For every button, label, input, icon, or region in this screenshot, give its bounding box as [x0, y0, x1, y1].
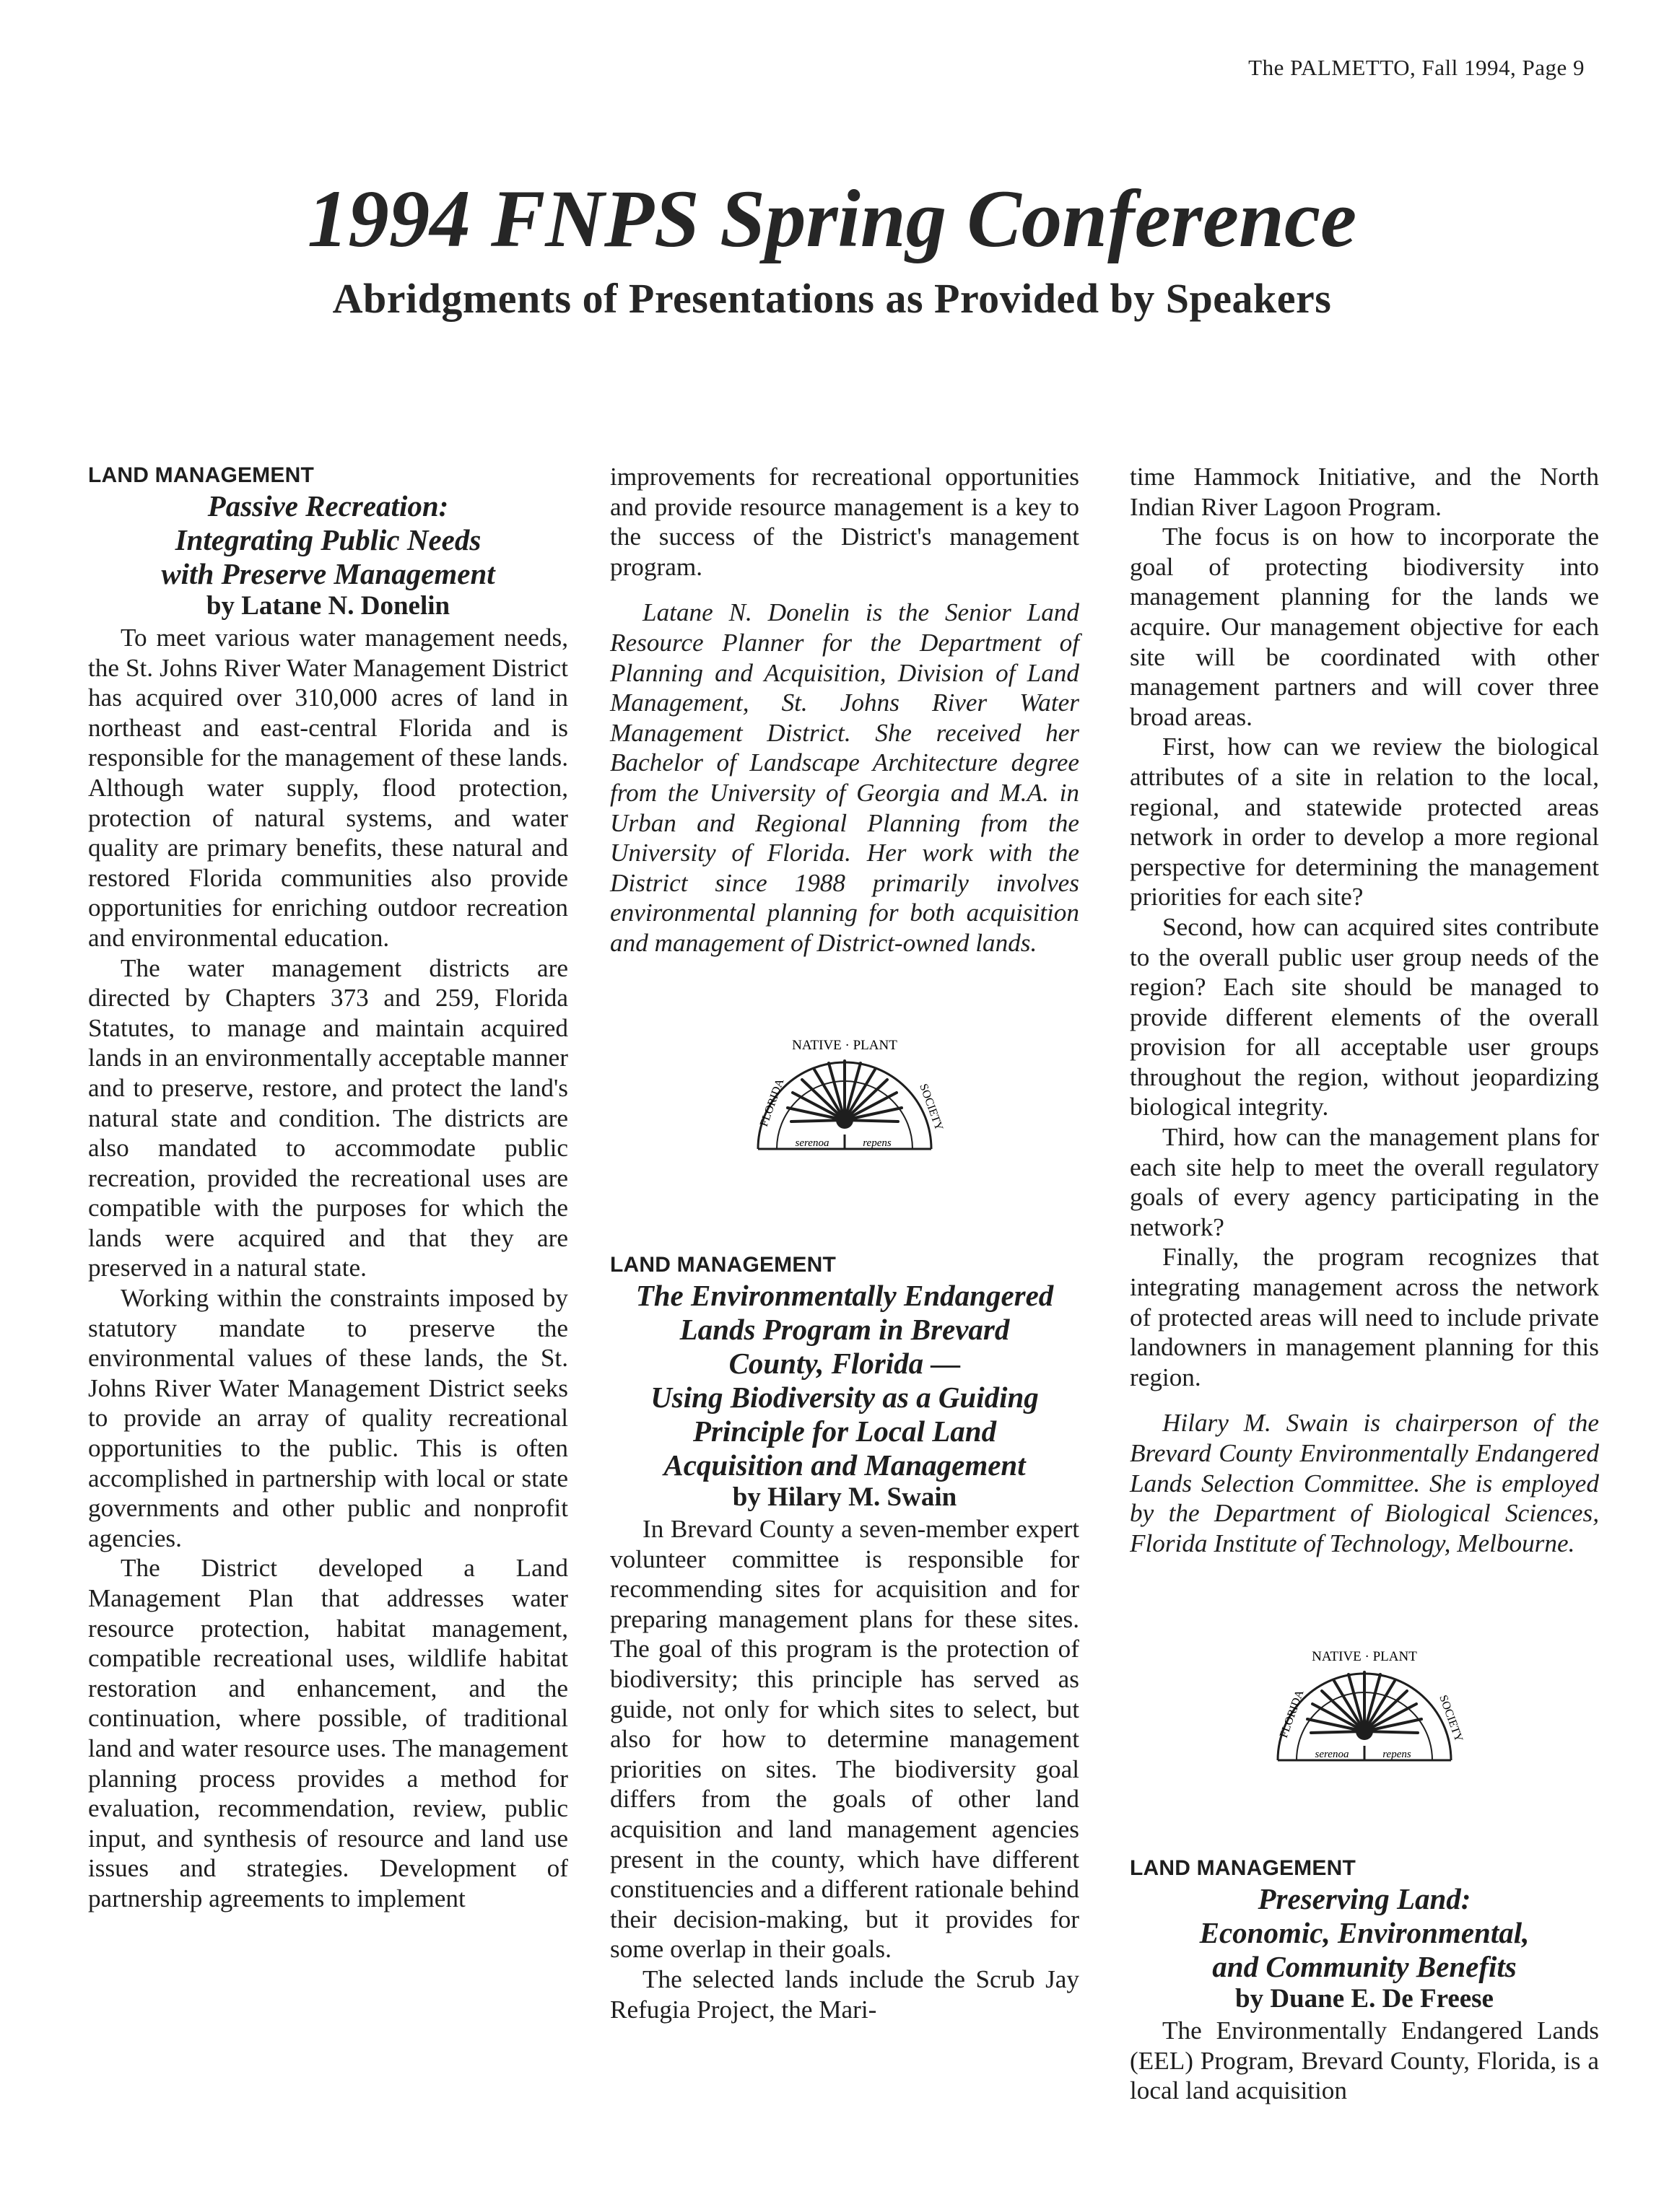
article1-paragraph: The water management districts are directed by Chapters 373 and 259, Florida Statutes, to manage and maintain acquired lands in an environmentally acceptable manner and to preserve, restore, and protect the land's natural state and condition. The districts are also mandated to accommodate public recreation, provided the recreational uses are compatible with the purposes for which the lands were acquired and that they are preserved in a natural state. — [88, 953, 568, 1282]
article2-paragraph: Second, how can acquired sites contribute to the overall public user group needs of the region? Each site should be managed to provide different elements of the overall provision for all acceptable user groups throughout the region, without jeopardizing biological integrity. — [1130, 912, 1599, 1122]
article2-section-label: LAND MANAGEMENT — [610, 1253, 836, 1277]
column-1 — [88, 462, 568, 1914]
fnps-seal-logo — [610, 1019, 1079, 1174]
seal-left-text: FLORIDA — [1277, 1688, 1307, 1740]
column-3 — [1130, 462, 1599, 2106]
seal-bottom-left: serenoa — [1315, 1749, 1349, 1761]
article1-continuation: improvements for recreational opportunities and provide resource management is a key to the success of the District's management program. — [610, 463, 1079, 581]
article2-paragraph: In Brevard County a seven-member expert volunteer committee is responsible for recommending sites for acquisition and for preparing management plans for these sites. The goal of this program is the protection of biodiversity; this principle has served as guide, not only for which sites to select, but also for how to determine management priorities on sites. The biodiversity goal differs from the goals of other land acquisition and land management agencies present in the county, which have different constituencies and a different rationale behind their decision-making, but it provides for some overlap in their goals. — [610, 1515, 1079, 1964]
article2-paragraph: The selected lands include the Scrub Jay Refugia Project, the Mari- — [610, 1965, 1079, 2024]
article2-paragraph: Finally, the program recognizes that integrating management across the network of protected areas will need to include private landowners in management planning for this region. — [1130, 1243, 1599, 1391]
page-title: 1994 FNPS Spring Conference — [307, 174, 1357, 264]
article1-paragraph: To meet various water management needs, the St. Johns River Water Management District has acquired over 310,000 acres of land in northeast and east-central Florida and is responsible for the management of these lands. Although water supply, flood protection, protection of natural systems, and water quality are primary benefits, these natural and restored Florida communities also provide opportunities for enriching outdoor recreation and environmental education. — [88, 624, 568, 952]
article1-byline: by Latane N. Donelin — [206, 591, 450, 621]
article3-byline: by Duane E. De Freese — [1235, 1983, 1494, 2014]
article2-title-line: Lands Program in Brevard — [679, 1313, 1010, 1347]
article3-paragraph: The Environmentally Endangered Lands (EEL) Program, Brevard County, Florida, is a local land acquisition — [1130, 2016, 1599, 2105]
page-subtitle: Abridgments of Presentations as Provided by Speakers — [332, 275, 1332, 322]
seal-bottom-left: serenoa — [795, 1137, 829, 1149]
seal-right-text: SOCIETY — [1437, 1693, 1465, 1744]
running-head: The PALMETTO, Fall 1994, Page 9 — [1248, 55, 1585, 80]
seal-top-text: NATIVE · PLANT — [1312, 1649, 1417, 1665]
article1-section-label: LAND MANAGEMENT — [88, 463, 314, 487]
article2-byline: by Hilary M. Swain — [732, 1482, 957, 1513]
article2-title-line: County, Florida — — [728, 1347, 961, 1381]
seal-right-text: SOCIETY — [917, 1082, 946, 1132]
seal-top-text: NATIVE · PLANT — [792, 1037, 897, 1053]
article3-title-line: and Community Benefits — [1212, 1949, 1517, 1983]
seal-bottom-right: repens — [863, 1137, 892, 1149]
article3-title-line: Preserving Land: — [1258, 1881, 1471, 1915]
seal-left-text: FLORIDA — [757, 1076, 787, 1128]
article2-title-line: Acquisition and Management — [663, 1448, 1026, 1482]
seal-bottom-right: repens — [1382, 1749, 1411, 1761]
article2-author-bio: Hilary M. Swain is chairperson of the Brevard County Environmentally Endangered Lands Selection Committee. She is employed by the Department of Biological Sciences, Florida Institute of Technology, Melbourne. — [1130, 1409, 1599, 1557]
article2-paragraph: First, how can we review the biological attributes of a site in relation to the local, regional, and statewide protected areas network in order to develop a more regional perspective for determining the management priorities for each site? — [1130, 733, 1599, 912]
article2-title-line: The Environmentally Endangered — [635, 1279, 1054, 1313]
article2-paragraph: The focus is on how to incorporate the goal of protecting biodiversity into management planning for the lands we acquire. Our management objective for each site will be coordinated with other management partners and will cover three broad areas. — [1130, 523, 1599, 731]
palm-seal-icon — [1263, 1630, 1465, 1778]
article1-paragraph: Working within the constraints imposed by statutory mandate to preserve the environmental values of these lands, the St. Johns River Water Management District seeks to provide an array of quality recreational opportunities to the public. This is often accomplished in partnership with local or state governments and other public and nonprofit agencies. — [88, 1284, 568, 1552]
article1-title-line: Passive Recreation: — [207, 489, 449, 523]
article1-title-line: with Preserve Management — [161, 557, 495, 590]
column-2 — [610, 462, 1079, 2024]
article2-continuation: time Hammock Initiative, and the North Indian River Lagoon Program. — [1130, 463, 1599, 521]
article2-title-line: Using Biodiversity as a Guiding — [650, 1381, 1039, 1415]
article1-paragraph: The District developed a Land Management Plan that addresses water resource protection, habitat management, compatible recreational uses, wildlife habitat restoration and enhancement, and the continuation, where possible, of traditional land and water resource uses. The management planning process provides a method for evaluation, recommendation, review, public input, and synthesis of resource and land use issues and strategies. Development of partnership agreements to implement — [88, 1554, 568, 1912]
palm-seal-icon — [744, 1019, 946, 1167]
article3-title-line: Economic, Environmental, — [1199, 1915, 1530, 1949]
article3-section-label: LAND MANAGEMENT — [1130, 1855, 1356, 1880]
fnps-seal-logo — [1130, 1630, 1599, 1785]
article1-title-line: Integrating Public Needs — [175, 523, 482, 556]
article2-paragraph: Third, how can the management plans for each site help to meet the overall regulatory goals of every agency participating in the network? — [1130, 1123, 1599, 1241]
article1-author-bio: Latane N. Donelin is the Senior Land Resource Planner for the Department of Planning and Acquisition, Division of Land Management, St. Johns River Water Management District. She received her Bachelor of Landscape Architecture degree from the University of Georgia and M.A. in Urban and Regional Planning from the University of Florida. Her work with the District since 1988 primarily involves environmental planning for both acquisition and management of District-owned lands. — [610, 598, 1079, 957]
article2-title-line: Principle for Local Land — [692, 1415, 997, 1448]
